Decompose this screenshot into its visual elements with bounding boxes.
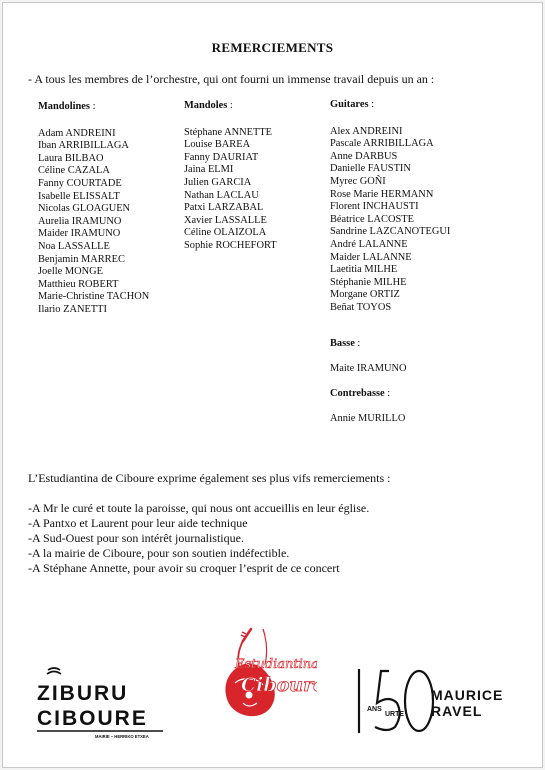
thanks-intro: L’Estudiantina de Ciboure exprime également ses plus vifs remerciements : xyxy=(28,471,391,485)
document-page xyxy=(2,2,543,768)
section-header: Guitares : xyxy=(330,99,374,110)
page-title: REMERCIEMENTS xyxy=(211,40,334,55)
member-name: Stéphane ANNETTE xyxy=(184,126,273,138)
numeral-five-icon xyxy=(375,671,400,730)
member-name: Laetitia MILHE xyxy=(330,264,398,276)
member-name: Noa LASSALLE xyxy=(38,240,110,252)
intro-text: - A tous les membres de l’orchestre, qui ont fourni un immense travail depuis un an : xyxy=(28,72,435,86)
member-name: Morgane ORTIZ xyxy=(330,289,400,301)
member-name: Maider LALANNE xyxy=(330,251,412,263)
contrebasse-section xyxy=(330,388,405,424)
member-name: Maider IRAMUNO xyxy=(38,228,121,240)
member-name: Benjamin MARREC xyxy=(38,253,125,265)
member-name: Pascale ARRIBILLAGA xyxy=(330,138,434,150)
member-name: Joelle MONGE xyxy=(38,266,103,278)
member-name: Aurelia IRAMUNO xyxy=(38,215,122,227)
member-name: Sophie ROCHEFORT xyxy=(184,239,277,251)
member-name: Florent INCHAUSTI xyxy=(330,201,419,213)
member-name: Maite IRAMUNO xyxy=(330,363,407,374)
member-name: Céline OLAIZOLA xyxy=(184,227,267,239)
member-name: Rose Marie HERMANN xyxy=(330,188,434,200)
member-name: Isabelle ELISSALT xyxy=(38,190,120,202)
member-name: Patxi LARZABAL xyxy=(184,202,264,214)
member-name: Danielle FAUSTIN xyxy=(330,163,411,175)
section-header: Basse : xyxy=(330,338,361,349)
member-name: André LALANNE xyxy=(330,238,408,250)
section-header: Mandolines : xyxy=(38,101,96,112)
logo-text: Estudiantina xyxy=(235,657,317,672)
thanks-line: -A Mr le curé et toute la paroisse, qui nous ont accueillis en leur église. xyxy=(28,501,370,515)
member-name: Iban ARRIBILLAGA xyxy=(38,140,129,152)
member-name: Julien GARCIA xyxy=(184,176,252,188)
logo-text: ANS xyxy=(367,706,382,713)
member-name: Fanny COURTADE xyxy=(38,177,122,189)
member-name: Beñat TOYOS xyxy=(330,301,392,313)
mandolines-column xyxy=(38,101,149,317)
member-name: Fanny DAURIAT xyxy=(184,151,259,163)
member-name: Céline CAZALA xyxy=(38,165,110,177)
thanks-list xyxy=(28,501,369,576)
member-name: Stéphanie MILHE xyxy=(330,276,407,288)
member-name: Adam ANDREINI xyxy=(38,127,116,139)
member-name: Nathan LACLAU xyxy=(184,189,259,201)
logo-text: MAURICE xyxy=(431,687,504,703)
member-name: Marie-Christine TACHON xyxy=(38,291,150,303)
thanks-line: -A Stéphane Annette, pour avoir su croquer l’esprit de ce concert xyxy=(28,561,340,575)
estudiantina-ciboure-logo xyxy=(205,623,317,731)
member-name: Béatrice LACOSTE xyxy=(330,213,414,225)
thanks-line: -A Sud-Ouest pour son intérêt journalistique. xyxy=(28,531,244,545)
member-name: Alex ANDREINI xyxy=(330,125,403,137)
basse-section xyxy=(330,338,406,374)
member-name: Xavier LASSALLE xyxy=(184,214,267,226)
section-header: Contrebasse : xyxy=(330,388,391,399)
logo-text: RAVEL xyxy=(431,703,483,719)
member-name: Ilario ZANETTI xyxy=(38,303,107,315)
maurice-ravel-150-logo xyxy=(351,667,523,739)
member-name: Anne DARBUS xyxy=(330,150,398,162)
section-header: Mandoles : xyxy=(184,100,233,111)
ziburu-ciboure-logo xyxy=(35,667,175,743)
member-name: Laura BILBAO xyxy=(38,152,104,164)
logo-tagline: MAIRIE – HERRIKO ETXEA xyxy=(95,734,149,739)
thanks-line: -A Pantxo et Laurent pour leur aide technique xyxy=(28,516,248,530)
member-name: Sandrine LAZCANOTEGUI xyxy=(330,226,451,238)
logo-text: ZIBURU xyxy=(37,682,129,705)
member-name: Matthieu ROBERT xyxy=(38,278,119,290)
logo-text: CIBOURE xyxy=(37,707,148,730)
numeral-zero-icon xyxy=(405,671,433,731)
member-name: Jaina ELMI xyxy=(184,164,234,176)
member-name: Annie MURILLO xyxy=(330,413,406,424)
member-name: Nicolas GLOAGUEN xyxy=(38,203,131,215)
member-name: Myrec GOÑI xyxy=(330,175,386,187)
thanks-line: -A la mairie de Ciboure, pour son soutien indéfectible. xyxy=(28,546,290,560)
guitares-column xyxy=(330,99,450,315)
mandoles-column xyxy=(184,100,277,253)
logo-text: URTE xyxy=(385,711,405,718)
member-name: Louise BAREA xyxy=(184,139,251,151)
logo-text: Ciboure xyxy=(241,674,317,696)
